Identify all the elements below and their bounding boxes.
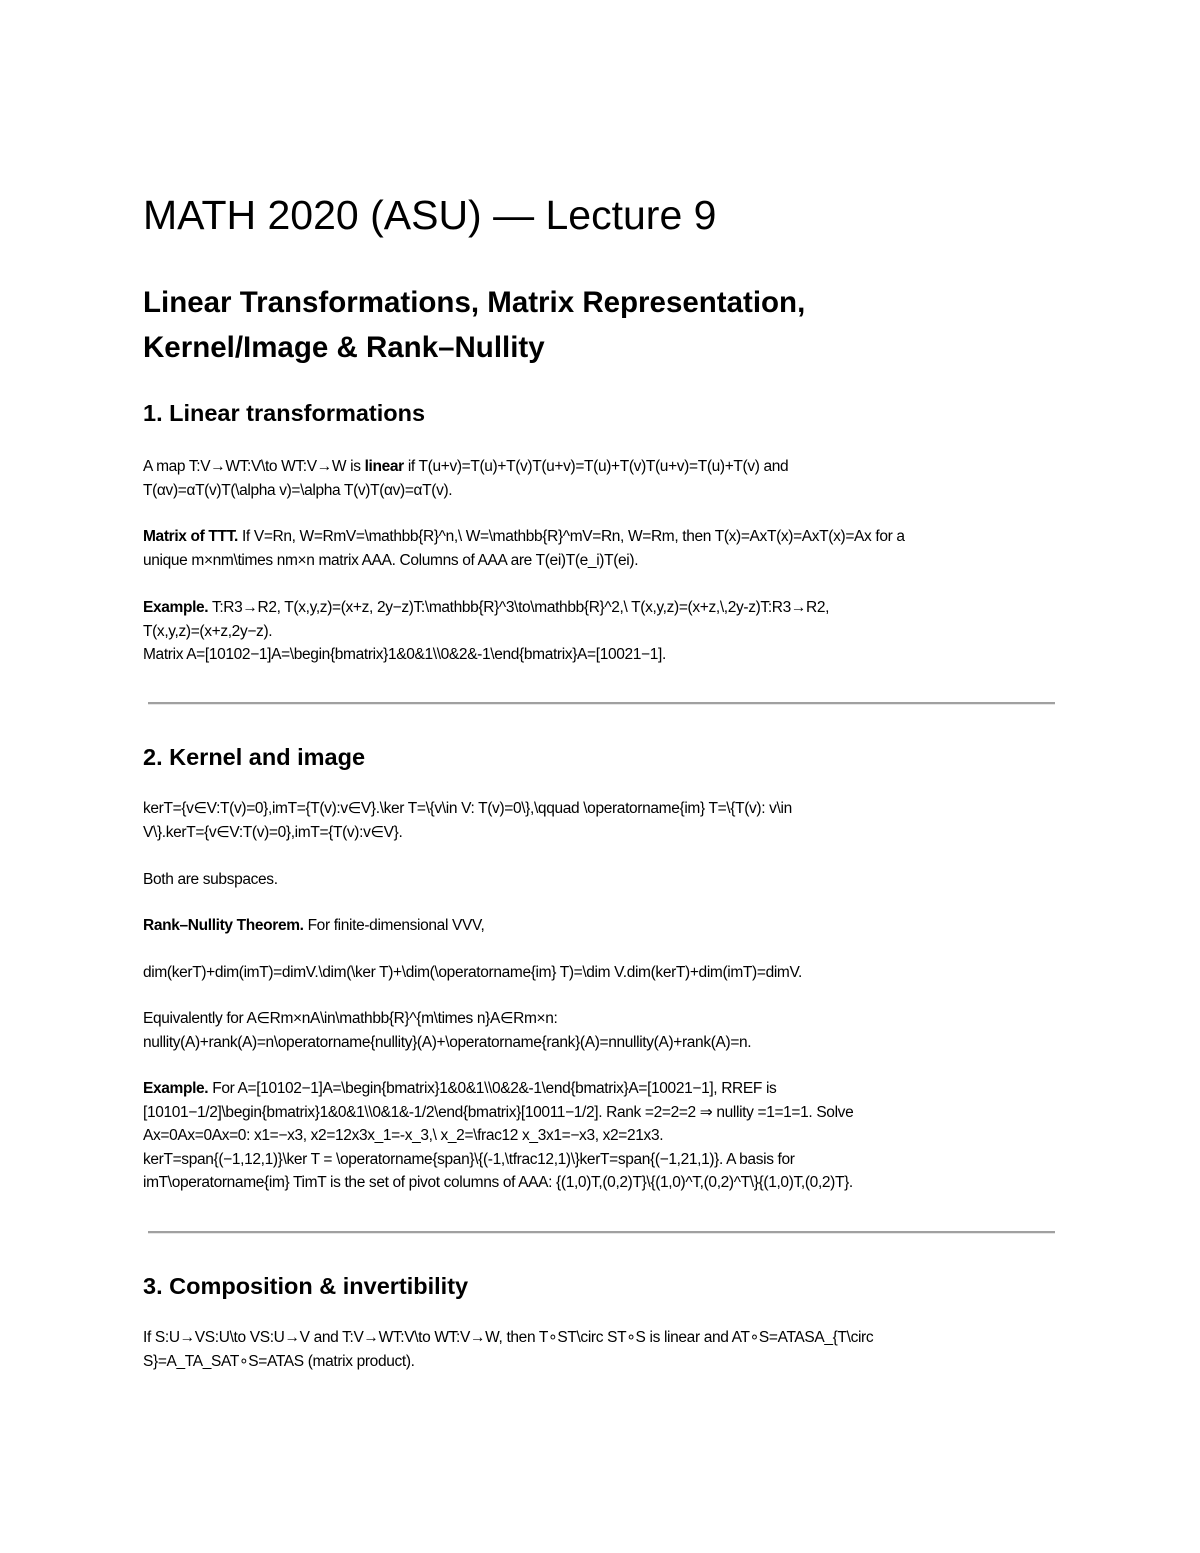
section-3-paragraph-composition (143, 1326, 1055, 1373)
text: T(αv)=αT(v)T(\alpha v)=\alpha T(v)T(αv)=αT(v). (143, 481, 453, 499)
text: S}=A_TA_SAT∘S=ATAS (matrix product). (143, 1352, 415, 1370)
bold-label: Example. (143, 1080, 209, 1097)
section-divider (148, 702, 1055, 705)
section-2-paragraph-formula: dim(kerT)+dim(imT)=dimV.\dim(\ker T)+\dim(\operatorname{im} T)=\dim V.dim(kerT)+dim(imT)=dimV. (143, 964, 803, 981)
page-subtitle (143, 280, 805, 370)
bold-label: Example. (143, 599, 209, 616)
text: Ax=0Ax=0Ax=0: x1=−x3, x2=12x3x_1=-x_3,\ x_2=\frac12 x_3x1=−x3, x2=21x3. (143, 1127, 664, 1144)
text: kerT={v∈V:T(v)=0},imT={T(v):v∈V}.\ker T=\{v\in V: T(v)=0\},\qquad \operatorname{im} T=\{T(v): v\in (143, 800, 792, 817)
text: [10101−1/2]\begin{bmatrix}1&0&1\\0&1&-1/2\end{bmatrix}[10011−1/2]. Rank =2=2=2 ⇒ nullity =1=1=1. Solve (143, 1103, 854, 1121)
subtitle-line-1: Linear Transformations, Matrix Representation, (143, 286, 806, 319)
section-1-paragraph-matrix (143, 525, 1055, 572)
text: unique m×nm\times nm×n matrix AAA. Columns of AAA are T(ei)T(e_i)T(ei). (143, 551, 639, 569)
section-divider (148, 1231, 1055, 1234)
text: kerT=span{(−1,12,1)}\ker T = \operatorname{span}\{(-1,\tfrac12,1)\}kerT=span{(−1,21,1)}. A basis for (143, 1150, 795, 1168)
section-1-paragraph-example (143, 596, 1055, 667)
emphasis-linear: linear (364, 458, 404, 475)
text: if T(u+v)=T(u)+T(v)T(u+v)=T(u)+T(v)T(u+v)=T(u)+T(v) and (403, 458, 789, 475)
text: Equivalently for A∈Rm×nA\in\mathbb{R}^{m\times n}A∈Rm×n: (143, 1010, 558, 1027)
subtitle-line-2: Kernel/Image & Rank–Nullity (143, 331, 545, 364)
text: V\}.kerT={v∈V:T(v)=0},imT={T(v):v∈V}. (143, 823, 403, 841)
bold-label: Matrix of TTT. (143, 528, 238, 545)
section-2-paragraph-theorem (143, 914, 1055, 938)
text: A map T:V→WT:V\to WT:V→W is (143, 458, 365, 475)
text: T:R3→R2, T(x,y,z)=(x+z, 2y−z)T:\mathbb{R}^3\to\mathbb{R}^2,\ T(x,y,z)=(x+z,\,2y-z)T:R3→R2, (208, 599, 830, 616)
section-2-paragraph-equivalent (143, 1007, 1055, 1054)
text: T(x,y,z)=(x+z,2y−z). (143, 622, 273, 640)
page-title: MATH 2020 (ASU) — Lecture 9 (143, 192, 717, 238)
section-1-heading: 1. Linear transformations (143, 400, 426, 426)
text: For finite-dimensional VVV, (303, 917, 485, 934)
section-2-paragraph-example (143, 1077, 1055, 1195)
text: If V=Rn, W=RmV=\mathbb{R}^n,\ W=\mathbb{R}^mV=Rn, W=Rm, then T(x)=AxT(x)=AxT(x)=Ax for a (238, 528, 905, 545)
text: imT\operatorname{im} TimT is the set of pivot columns of AAA: {(1,0)T,(0,2)T}\{(1,0)^T,(0,2)^T\}{(1,0)T,(0,2)T}. (143, 1174, 853, 1191)
bold-label: Rank–Nullity Theorem. (143, 917, 304, 934)
section-2-heading: 2. Kernel and image (143, 744, 366, 770)
section-3-heading: 3. Composition & invertibility (143, 1273, 469, 1299)
section-2-paragraph-subspaces: Both are subspaces. (143, 871, 278, 888)
section-2-paragraph-definitions (143, 797, 1055, 844)
text: nullity(A)+rank(A)=n\operatorname{nullity}(A)+\operatorname{rank}(A)=nnullity(A)+rank(A)=n. (143, 1033, 752, 1051)
section-1-paragraph-linear (143, 455, 1055, 502)
text: If S:U→VS:U\to VS:U→V and T:V→WT:V\to WT:V→W, then T∘ST\circ ST∘S is linear and AT∘S=ATASA_{T\circ (143, 1329, 874, 1346)
text: For A=[10102−1]A=\begin{bmatrix}1&0&1\\0&2&-1\end{bmatrix}A=[10021−1], RREF is (208, 1080, 777, 1097)
text: Matrix A=[10102−1]A=\begin{bmatrix}1&0&1\\0&2&-1\end{bmatrix}A=[10021−1]. (143, 646, 666, 663)
